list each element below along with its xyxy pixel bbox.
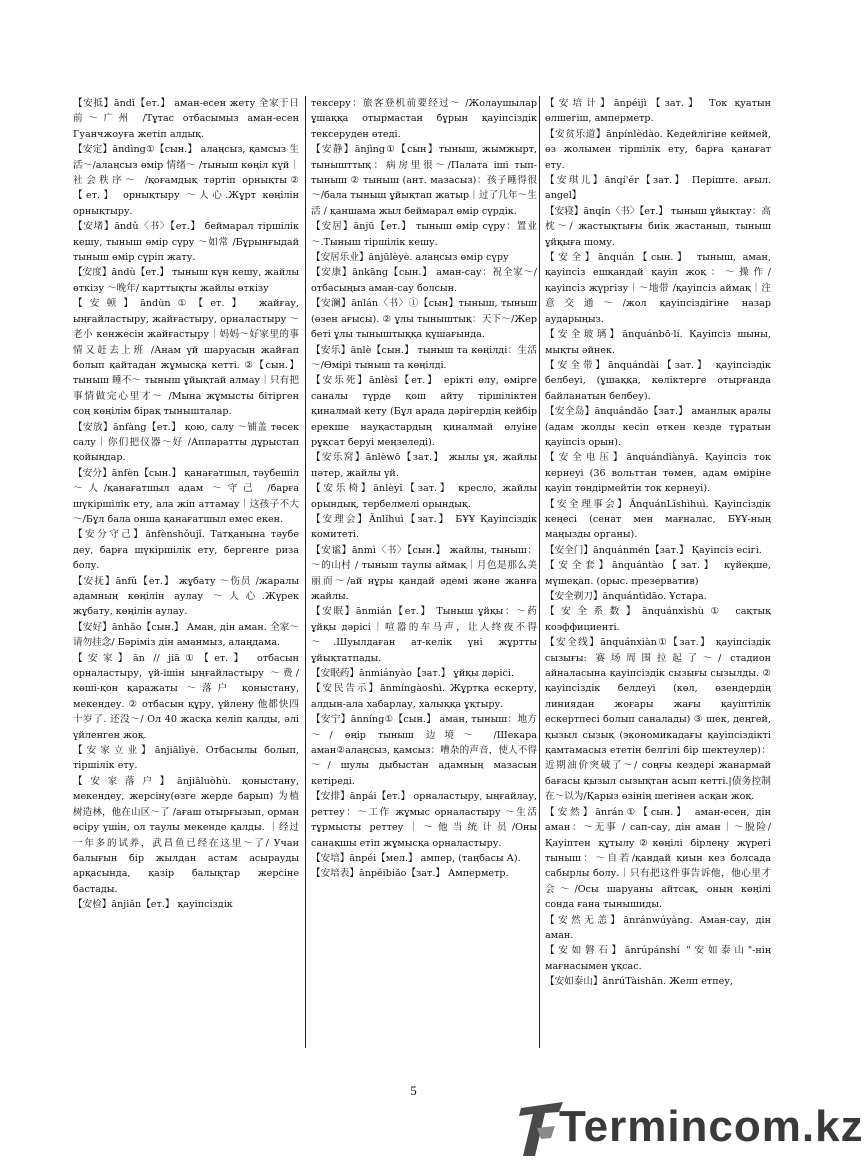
dictionary-entry: 【安好】ānhǎo【сын.】 Аман, дін аман. 全家～ 请勿挂念/ Бәріміз дін аманмыз, алаңдама. [73, 621, 299, 649]
dictionary-entry: 【安抚】ānfǔ【ет.】 жұбату ～伤员 /жаралы адамның көңілін аулау ～人心.Жүрек жұбату, көңілін аулау. [73, 575, 299, 618]
column-left [73, 96, 299, 1048]
dictionary-entry: 【安全线】ānquánxiàn①【зат.】 қауіпсіздік сызығы: 赛场周围拉起了～/ стадион айналасына қауіпсіздік сызығы сызылды. ② қауіпсіздік белдеуі (көл, өзендердің линиядан жоғары жағы қауіптілік ескертпесі болып саналады) ③ шек, деңгей, қызыл сызық (экономикадағы қауіпсіздікті қамтамасыз ететін белгілі бір шектеулер)：近期油价突破了～/ соңғы кездері жанармай бағасы қызыл сызықтан асып кетті.|债务控制在～以为/Қарыз өзінің шегінен асқан жоқ. [545, 637, 771, 803]
dictionary-entry: 【安培计】ānpéijì【зат.】 Ток қуатын өлшегіш, амперметр. [545, 98, 771, 125]
dictionary-entry: 【安分守己】ānfènshǒujǐ. Татқанына тәубе деу, барға шүкіршілік ету, бергенге риза болу. [73, 529, 299, 572]
dictionary-entry: 【安澜】ānlán〈书〉①【сын】тыныш, тыныш (өзен ағысы). ② ұлы тыныштық：天下～/Жер беті ұлы тыныштыққа қүшағында. [311, 298, 537, 341]
dictionary-entry: 【安顿】āndùn①【ет.】 жайғау, ыңғайластыру, жайғастыру, орналастыру ～老小 кенжесін жайғастыру｜妈妈～好家里的事情又赶去上班 /Анам үй шаруасын жайғап болып қайтадан жұмысқа кетті. ②【сын.】 тыныш 睡不～ тыныш ұйықтай алмау｜只有把事情做完心里才～ /Мына жұмысты бітірген соң көңілім бірақ тынышталар. [73, 298, 299, 418]
dictionary-entry: 【安全理事会】ĀnquánLǐshìhuì. Қауіпсіздік кеңесі (сенат мен мағналас, БҰҰ-ның маңызды органы). [545, 498, 771, 541]
dictionary-entry: 【安全】ānquán【сын.】 тыныш, аман, қауіпсіз ешқандай қауіп жоқ：～操作/ қауіпсіз жүргізу｜～地带 /қауіпсіз аймақ｜注意交通～/жол қауіпсіздігіне назар аударыңыз. [545, 252, 771, 325]
dictionary-entry: 【安眠】ānmián【ет.】 Тыныш ұйқы：～药 ұйқы дәрісі｜喧嚣的车马声，让人终夜不得～.Шуылдаған ат-келік үні жұртты ұйықтатпады. [311, 606, 537, 664]
dictionary-entry: 【安培】ānpéi【мел.】 ампер, (таңбасы А). [311, 852, 521, 864]
dictionary-entry: 【安全岛】ānquándǎo【зат.】 аманлық аралы (адам жолды кесіп өткен кезде тұратын қауіпсіз орын). [545, 406, 771, 448]
dictionary-entry: 【安放】ānfàng【ет.】 қою, салу ～铺盖 төсек салу｜你们把仪器～好 /Аппаратты дұрыстап қойыңдар. [73, 421, 299, 464]
dictionary-entry: тексеру：旅客登机前要经过～ /Жолаушылар ұшаққа отырмастан бұрын қауіпсіздік тексеруден өтеді. [311, 98, 537, 140]
dictionary-entry: 【安抵】āndǐ【ет.】 аман-есен жету 全家于日前～广州 /Тұтас отбасымыз аман-есен Гуанчжоуға жетіп алдық. [73, 98, 299, 140]
dictionary-entry: 【安全门】ānquánmén【зат.】 Қауіпсіз есігі. [545, 544, 762, 556]
logo-text: Termincom.kz [559, 1102, 864, 1151]
dictionary-entry: 【安乐】ānlè【сын.】 тыныш та көңілді：生活～/Өмірі тыныш та көңілді. [311, 344, 537, 371]
dictionary-entry: 【安理会】Ānlǐhuì【зат.】 БҰҰ Қауіпсіздік комитеті. [311, 513, 537, 541]
termincom-logo[interactable] [515, 1098, 864, 1160]
dictionary-entry: 【安民告示】ānmíngàoshì. Жұртқа ескерту, алдын-ала хабарлау, халыққа ұқтыру. [311, 683, 537, 710]
dictionary-entry: 【安家落户】ānjiāluòhù. қоныстану, мекендеу, жерсіну(өзге жерде барып) 为植树造林，他在山区～了 /ағаш отырғызып, орман өсіру үшін, ол таулы мекенде қалды. ｜经过一年多的试养，武昌鱼已经在这里～了/ Учан балығын бір жылдан астам асырауды арқасында, қазір балықтар жерсіне бастады. [73, 775, 299, 895]
dictionary-entry: 【安谧】ānmì〈书〉【сын.】 жайлы, тыныш：～的山村 / тыныш таулы аймақ｜月色是那么美丽而～/ай нұры қандай әдемі және жанға жайлы. [311, 544, 537, 602]
dictionary-entry: 【安检】ānjiǎn【ет.】 қауіпсіздік [73, 899, 233, 911]
column-divider [305, 96, 306, 1048]
dictionary-entry: 【安家】ān // jiā①【ет.】 отбасын орналастыру, үй-ішін ыңғайластыру ～费/көші-қон қаражаты ～落户 қоныстану, мекендеу. ② отбасын құру, үйлену 他都快四十岁了. 还没～/ Ол 40 жасқа келіп қалды, әлі үйленген жоқ. [73, 652, 299, 741]
dictionary-entry: 【安乐椅】ānlèyǐ【зат.】 кресло, жайлы орындық, тербелмелі орындық. [311, 483, 537, 510]
dictionary-entry: 【安琪儿】ānqí'ér【зат.】 Періште. ағыл. angel】 [545, 175, 771, 202]
dictionary-entry: 【安培表】ānpéibiǎo【зат.】 Амперметр. [311, 868, 509, 880]
dictionary-entry: 【安如磐石】ānrúpánshí "安如泰山"-нің мағнасымен ұқсас. [545, 945, 771, 972]
column-middle [311, 96, 537, 1048]
dictionary-entry: 【安然】ānrán①【сын.】 аман-есен, дін аман：～无事 / сап-сау, дін аман｜～脱险/Қауіптен құтылу②көңілі бірлеңу жүрегі тыныш：～自若/қандай қиын кез болсада сабырлы болу.｜只有把这件事告诉他，他心里才会～/Осы шаруаны айтсақ, оның көңілі сонда ғана тынышиды. [545, 806, 771, 911]
dictionary-entry: 【安乐窝】ānlèwō【зат.】 жылы ұя, жайлы пәтер, жайлы үй. [311, 452, 537, 479]
dictionary-entry: 【安分】ānfèn【сын.】 қанағатшыл, тәубешіл ～人/қанағатшыл адам ～守己 /барға шүкіршілік ету, ала жіп аттамау｜这孩子不大～/Бұл бала онша қанағатшыл емес екен. [73, 467, 299, 525]
dictionary-entry: 【安全电压】ānquándiànyā. Қауіпсіз ток кернеуі (36 вольттан төмен, адам өміріне қауіп төндірмейтін ток кернеуі). [545, 452, 771, 495]
dictionary-entry: 【安家立业】ānjiālìyè. Отбасылы болып, тіршілік ету. [73, 745, 299, 772]
dictionary-entry: 【安静】ānjìng①【сын】тыныш, жымжырт, тынышттық：病房里很～/Палата іші тып-тыныш ② тыныш (ант. мазасыз)：孩子睡得很～/бала тыныш ұйықтап жатыр｜过了几年～生活 / қаншама жыл беймарал өмір сүрдік. [311, 144, 537, 217]
dictionary-entry: 【安寝】ānqǐn〈书〉【ет.】 тыныш ұйықтау：高枕～/ жастықтығы биік жастанып, тыныш ұйқыға шому. [545, 205, 771, 248]
dictionary-entry: 【安定】āndìng①【сын.】 алаңсыз, қамсыз 生活～/алаңсыз өмір 情绪～ /тыныш көңіл күй｜社会秩序～ /қоғамдық тәртіп орнықты②【ет.】 орнықтыру ～人心.Жұрт көңілін орнықтыру. [73, 144, 299, 217]
dictionary-entry: 【安全玻璃】ānquánbō·lí. Қауіпсіз шыны, мықты әйнек. [545, 329, 771, 356]
dictionary-entry: 【安堵】āndǔ〈书〉【ет.】 беймарал тіршілік кешу, тыныш өмір сүру ～如常 /Бұрынғыдай тыныш өмір сүріп жату. [73, 221, 299, 264]
dictionary-entry: 【安居】ānjū【ет.】 тыныш өмір сүру：置业～.Тыныш тіршілік кешу. [311, 221, 537, 248]
dictionary-entry: 【安全套】ānquántào【зат.】 күйеқше, мүшеқап. (орыс. презерватив) [545, 560, 771, 587]
dictionary-entry: 【安宁】ānníng①【сын.】 аман, тыныш：地方～/ өңір тыныш 边境～ /Шекара аман②алаңсыз, қамсыз：嘈杂的声音，使人不得～/ шулы дыбыстан адамның мазасын кетіреді. [311, 714, 537, 787]
dictionary-entry: 【安全剃刀】ānquántìdāo. Ұстара. [545, 591, 707, 602]
dictionary-entry: 【安居乐业】ānjūlèyè. алаңсыз өмір сүру [311, 252, 509, 264]
dictionary-entry: 【安康】ānkāng【сын.】 аман-сау：祝全家～/отбасыңыз аман-сау болсын. [311, 267, 537, 294]
dictionary-entry: 【安排】ānpái【ет.】 орналастыру, ыңғайлау, реттеу：～工作 жұмыс орналастыру ～生活 тұрмысты реттеу｜～他当统计员/Оны санақшы етіп жұмысқа орналастыру. [311, 791, 537, 849]
dictionary-entry: 【安然无恙】ānránwúyàng. Аман-сау, дін аман. [545, 914, 771, 941]
dictionary-entry: 【安如泰山】ānrúTàishān. Желп етпеу, [545, 976, 733, 988]
column-right [545, 96, 771, 1048]
dictionary-entry: 【安全带】ānquándài【зат.】 қауіпсіздік белбеуі, (ұшаққа, көліктерге отырғанда байланатын белбеу). [545, 359, 771, 402]
dictionary-entry: 【安乐死】ānlèsǐ【ет.】 ерікті өлу, өмірге саналы түрде қош айту тіршіліктен қиналмай кету (Бұл арада дәрігердің кейбір ерекше науқастардың қиналмай өлуіне рұқсат беруі меңзеледі). [311, 375, 537, 448]
dictionary-entry: 【安度】āndù【ет.】 тыныш күн кешу, жайлы өткізу ～晚年/ карттықты жайлы өткізу [73, 267, 299, 294]
page-number: 5 [410, 1083, 417, 1098]
dictionary-entry: 【安眠药】ānmiányào【зат.】 ұйқы дәрісі. [311, 668, 514, 680]
dictionary-entry: 【安全系数】ānquánxìshù① сақтық коэффициенті. [545, 606, 771, 633]
column-divider [539, 96, 540, 1048]
dictionary-entry: 【安贫乐道】ānpínlèdào. Кедейлігіне кеймей, өз жолымен тіршілік ету, барға қанағат ету. [545, 128, 771, 171]
